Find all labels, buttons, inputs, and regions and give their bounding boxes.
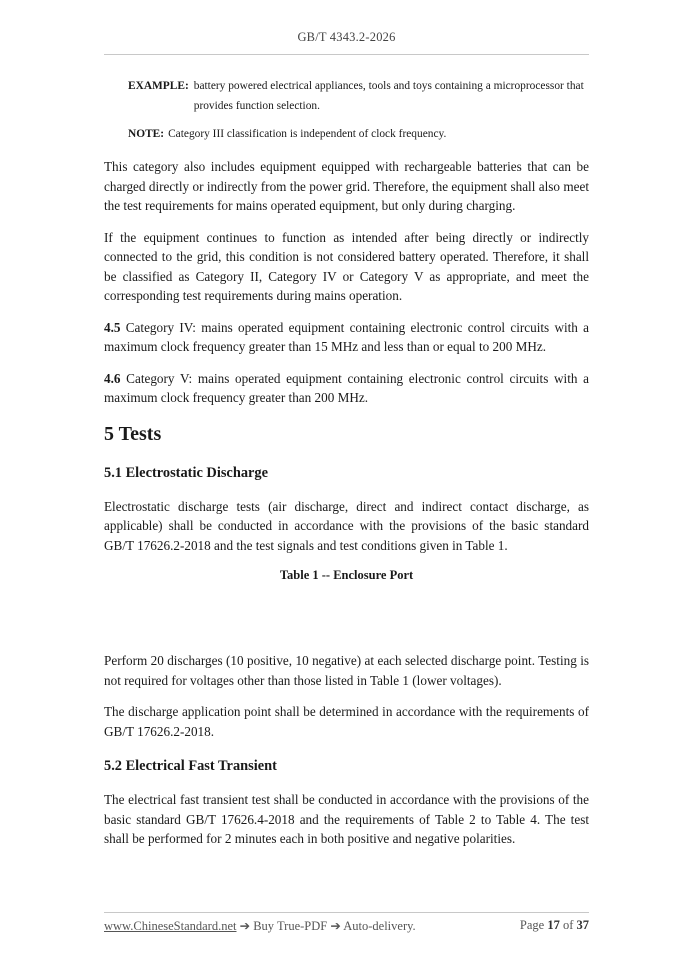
page-indicator xyxy=(520,918,589,934)
clause-text: Category IV: mains operated equipment containing electronic control circuits with a maximum clock frequency greater than 15 MHz and less than or equal to 200 MHz. xyxy=(104,319,589,354)
page-number: 17 xyxy=(547,918,560,932)
paragraph-application-point: The discharge application point shall be determined in accordance with the requirements of GB/T 17626.2-2018. xyxy=(104,704,589,739)
header-divider xyxy=(104,54,589,55)
example-block xyxy=(128,76,589,116)
paragraph-discharges: Perform 20 discharges (10 positive, 10 negative) at each selected discharge point. Testing is not required for voltages other than those listed in Table 1 (lower voltages). xyxy=(104,653,589,688)
table-placeholder xyxy=(104,583,589,651)
paragraph-esd-intro: Electrostatic discharge tests (air discharge, direct and indirect contact discharge, as applicable) shall be conducted in accordance with the provisions of the basic standard GB/T 17626.2-2018 and the test signals and test conditions given in Table 1. xyxy=(104,498,589,553)
paragraph-rechargeable: This category also includes equipment equipped with rechargeable batteries that can be charged directly or indirectly from the power grid. Therefore, the equipment shall also meet the test requirements for mains operated equipment, but only during charging. xyxy=(104,159,589,213)
note-text: Category III classification is independent of clock frequency. xyxy=(168,128,447,140)
clause-4-5 xyxy=(104,318,589,357)
footer-promo xyxy=(104,918,416,934)
site-link[interactable]: www.ChineseStandard.net xyxy=(104,919,237,933)
example-text: battery powered electrical appliances, tools and toys containing a microprocessor that provides function selection. xyxy=(193,80,584,112)
paragraph-eft: The electrical fast transient test shall be conducted in accordance with the provisions of the basic standard GB/T 17626.4-2018 and the requirements of Table 2 to Table 4. The test shall be performed for 2 minutes each in both positive and negative polarities. xyxy=(104,792,589,846)
example-label: EXAMPLE: xyxy=(128,80,189,92)
note-label: NOTE: xyxy=(128,128,165,140)
page-header: GB/T 4343.2-2026 xyxy=(297,30,396,44)
footer-divider xyxy=(104,912,589,913)
clause-4-6 xyxy=(104,369,589,408)
paragraph-grid-connected: If the equipment continues to function as intended after being directly or indirectly connected to the grid, this condition is not considered battery operated. Therefore, it shall be classified as Category II, Category IV or Category V as appropriate, and meet the corresponding test requirements during mains operation. xyxy=(104,229,589,303)
page-content xyxy=(104,76,589,849)
subsection-heading-5-2: 5.2 Electrical Fast Transient xyxy=(104,758,277,774)
clause-number: 4.5 xyxy=(104,319,121,335)
subsection-heading-5-1: 5.1 Electrostatic Discharge xyxy=(104,464,268,481)
page-footer xyxy=(104,918,589,934)
page-label: Page xyxy=(519,918,545,932)
section-heading-5: 5 Tests xyxy=(104,422,162,445)
promo-text: ➔ Buy True-PDF ➔ Auto-delivery. xyxy=(236,919,416,933)
page-total: 37 xyxy=(576,918,589,932)
table-caption: Table 1 -- Enclosure Port xyxy=(279,568,414,582)
clause-number: 4.6 xyxy=(104,370,121,386)
of-label: of xyxy=(562,918,574,932)
clause-text: Category V: mains operated equipment containing electronic control circuits with a maximum clock frequency greater than 200 MHz. xyxy=(104,370,589,405)
note-block xyxy=(128,124,589,144)
